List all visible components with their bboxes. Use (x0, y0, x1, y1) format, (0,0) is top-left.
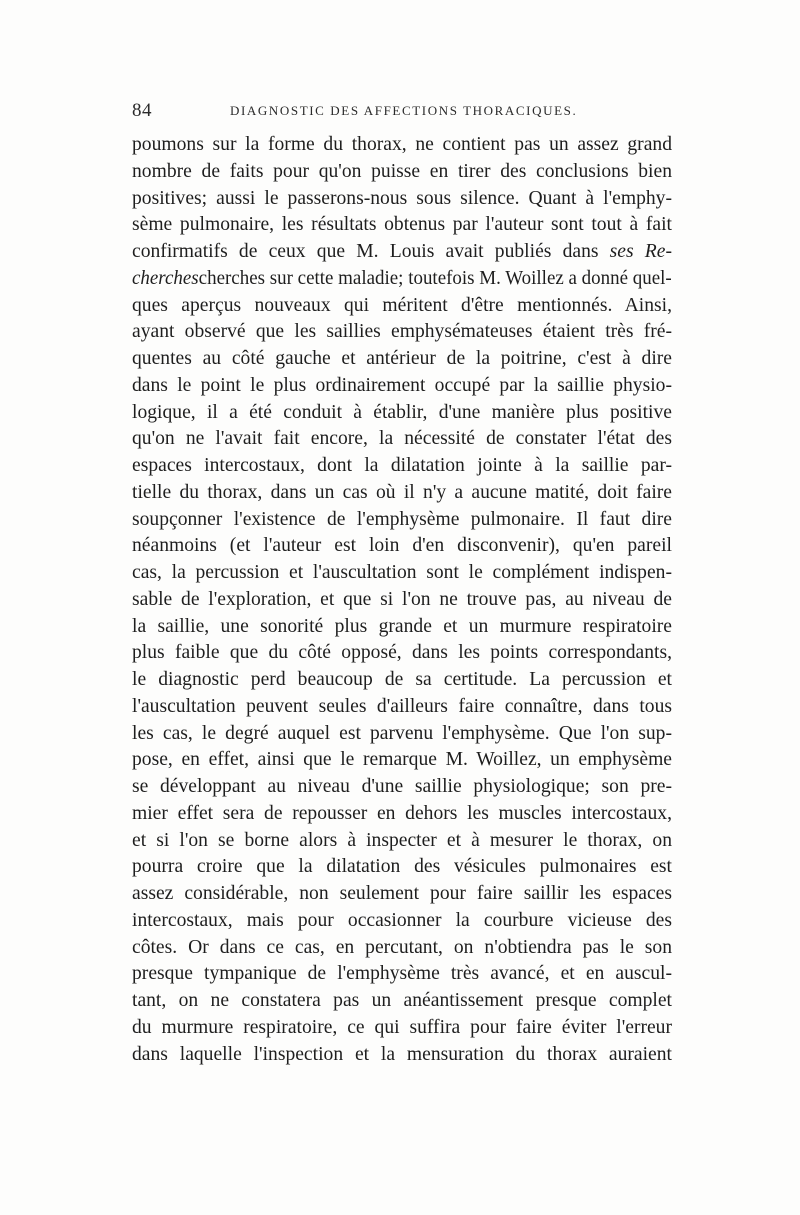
page-header (132, 100, 672, 122)
text-run: cherches sur cette maladie; toutefois M. Woillez a donné quel- (198, 267, 672, 289)
running-head: DIAGNOSTIC DES AFFECTIONS THORACIQUES. (230, 103, 578, 118)
text-line: dans laquelle l'inspection et la mensuration du thorax auraient (132, 1043, 672, 1065)
text-line: les cas, le degré auquel est parvenu l'emphysème. Que l'on sup- (132, 722, 672, 744)
text-line: soupçonner l'existence de l'emphysème pulmonaire. Il faut dire (132, 508, 672, 530)
text-run: confirmatifs de ceux que M. Louis avait publiés dans (132, 241, 610, 262)
text-line: plus faible que du côté opposé, dans les points correspondants, (132, 642, 672, 664)
text-line: et si l'on se borne alors à inspecter et à mesurer le thorax, on (132, 829, 672, 851)
show-through-shadow (120, 1088, 680, 1108)
body-text (132, 132, 672, 1068)
text-line (132, 266, 672, 293)
text-line: intercostaux, mais pour occasionner la courbure vicieuse des (132, 909, 672, 931)
text-line: logique, il a été conduit à établir, d'une manière plus positive (132, 401, 672, 423)
italic-title: ses Re- (609, 241, 672, 262)
text-line: cas, la percussion et l'auscultation sont le complément indispen- (132, 562, 672, 583)
text-line: ayant observé que les saillies emphysémateuses étaient très fré- (132, 321, 672, 343)
text-line: pose, en effet, ainsi que le remarque M. Woillez, un emphysème (132, 749, 672, 771)
text-line: qu'on ne l'avait fait encore, la nécessité de constater l'état des (132, 428, 672, 450)
text-line: sable de l'exploration, et que si l'on ne trouve pas, au niveau de (132, 588, 672, 610)
text-line: presque tympanique de l'emphysème très avancé, et en auscul- (132, 963, 672, 985)
text-line: dans le point le plus ordinairement occupé par la saillie physio- (132, 374, 672, 396)
text-line: ques aperçus nouveaux qui méritent d'être mentionnés. Ainsi, (132, 294, 672, 316)
text-line: positives; aussi le passerons-nous sous silence. Quant à l'emphy- (132, 187, 672, 209)
text-line: se développant au niveau d'une saillie physiologique; son pre- (132, 776, 672, 797)
text-line: tant, on ne constatera pas un anéantissement presque complet (132, 990, 672, 1011)
text-line: poumons sur la forme du thorax, ne contient pas un assez grand (132, 134, 672, 155)
text-line: le diagnostic perd beaucoup de sa certitude. La percussion et (132, 669, 672, 690)
text-line: tielle du thorax, dans un cas où il n'y a aucune matité, doit faire (132, 481, 672, 503)
text-line: assez considérable, non seulement pour faire saillir les espaces (132, 883, 672, 904)
text-line: pourra croire que la dilatation des vésicules pulmonaires est (132, 856, 672, 878)
text-line: néanmoins (et l'auteur est loin d'en disconvenir), qu'en pareil (132, 535, 672, 557)
page-number: 84 (132, 100, 152, 121)
text-line: la saillie, une sonorité plus grande et un murmure respiratoire (132, 615, 672, 637)
text-line: sème pulmonaire, les résultats obtenus par l'auteur sont tout à fait (132, 214, 672, 236)
text-line: quentes au côté gauche et antérieur de la poitrine, c'est à dire (132, 348, 672, 369)
text-line: côtes. Or dans ce cas, en percutant, on n'obtiendra pas le son (132, 936, 672, 958)
text-line: espaces intercostaux, dont la dilatation jointe à la saillie par- (132, 455, 672, 476)
text-line: l'auscultation peuvent seules d'ailleurs faire connaître, dans tous (132, 695, 672, 717)
text-line (132, 239, 672, 266)
italic-title: cherches (132, 267, 199, 289)
text-line: mier effet sera de repousser en dehors les muscles intercostaux, (132, 802, 672, 824)
text-line: du murmure respiratoire, ce qui suffira pour faire éviter l'erreur (132, 1016, 672, 1038)
text-line: nombre de faits pour qu'on puisse en tirer des conclusions bien (132, 160, 672, 182)
